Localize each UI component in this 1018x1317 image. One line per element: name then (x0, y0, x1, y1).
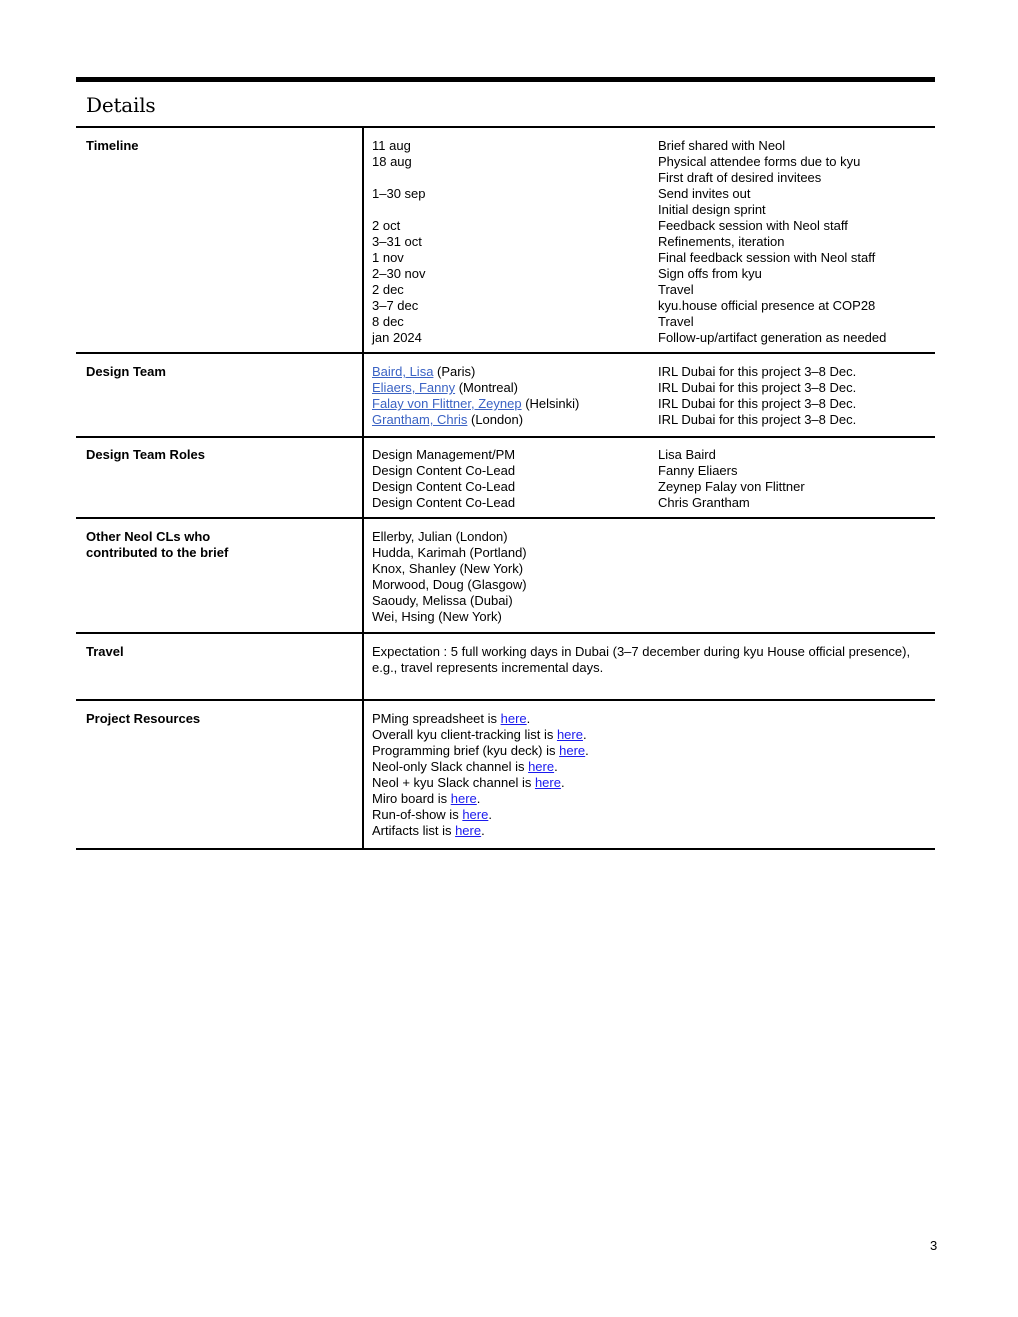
travel-expectation: Expectation : 5 full working days in Dubai (3–7 december during kyu House official presence), e.g., travel represents incremental days. (372, 644, 911, 675)
top-rule (76, 77, 935, 82)
timeline-date (372, 202, 652, 218)
contributor: Hudda, Karimah (Portland) (372, 545, 527, 560)
resource-link[interactable]: here (528, 759, 555, 774)
resource-suffix: . (526, 711, 531, 726)
resource-text: Neol-only Slack channel is (372, 759, 529, 774)
design-team-member (372, 396, 652, 412)
member-city: (Paris) (433, 364, 476, 379)
timeline-event: Travel (658, 282, 694, 297)
role-person: Zeynep Falay von Flittner (658, 479, 805, 494)
resource-suffix: . (560, 775, 565, 790)
resource-text: Neol + kyu Slack channel is (372, 775, 535, 790)
resource-suffix: . (481, 823, 485, 838)
timeline-event: Send invites out (658, 186, 751, 201)
row-label-travel: Travel (86, 644, 124, 659)
details-table (76, 126, 935, 850)
design-team-member (372, 380, 652, 396)
resource-link[interactable]: here (500, 711, 527, 726)
resource-suffix: . (554, 759, 558, 774)
resource-item (372, 727, 652, 743)
resource-link[interactable]: here (559, 743, 586, 758)
member-city: (Helsinki) (521, 396, 580, 411)
section-heading: Details (86, 93, 156, 117)
timeline-event: Initial design sprint (658, 202, 766, 217)
row-label-design-team-roles: Design Team Roles (86, 447, 205, 462)
timeline-event: Brief shared with Neol (658, 138, 786, 153)
timeline-event: Final feedback session with Neol staff (658, 250, 876, 265)
resource-item (372, 711, 652, 727)
resource-item (372, 759, 652, 775)
timeline-dates (372, 138, 652, 346)
role-name: Design Management/PM (372, 447, 516, 462)
contributor: Saoudy, Melissa (Dubai) (372, 593, 513, 608)
contributor: Morwood, Doug (Glasgow) (372, 577, 527, 592)
timeline-event: Sign offs from kyu (658, 266, 762, 281)
member-city: (London) (467, 412, 524, 427)
role-person: Fanny Eliaers (658, 463, 738, 478)
resource-suffix: . (488, 807, 492, 822)
row-design-team-roles (76, 438, 935, 519)
role-name: Design Content Co-Lead (372, 463, 516, 478)
timeline-event: Feedback session with Neol staff (658, 218, 848, 233)
resource-text: Overall kyu client-tracking list is (372, 727, 557, 742)
timeline-date: 18 aug (372, 154, 412, 169)
timeline-date: 8 dec (372, 314, 404, 329)
person-link[interactable]: Falay von Flittner, Zeynep (372, 396, 522, 411)
resource-text: Programming brief (kyu deck) is (372, 743, 560, 758)
member-note: IRL Dubai for this project 3–8 Dec. (658, 396, 857, 411)
role-person: Lisa Baird (658, 447, 716, 462)
row-other-cls (76, 519, 935, 634)
timeline-event: First draft of desired invitees (658, 170, 822, 185)
timeline-event: kyu.house official presence at COP28 (658, 298, 876, 313)
row-label-design-team: Design Team (86, 364, 166, 379)
resource-item (372, 791, 652, 807)
contributor: Wei, Hsing (New York) (372, 609, 502, 624)
timeline-date (372, 170, 652, 186)
timeline-date: 3–7 dec (372, 298, 419, 313)
design-team-members (372, 364, 652, 428)
role-person: Chris Grantham (658, 495, 750, 510)
resource-link[interactable]: here (455, 823, 482, 838)
member-note: IRL Dubai for this project 3–8 Dec. (658, 364, 857, 379)
resource-link[interactable]: here (450, 791, 477, 806)
person-link[interactable]: Baird, Lisa (372, 364, 434, 379)
resource-suffix: . (476, 791, 481, 806)
design-team-member (372, 412, 652, 428)
member-city: (Montreal) (455, 380, 518, 395)
design-team-member (372, 364, 652, 380)
role-name: Design Content Co-Lead (372, 495, 516, 510)
resource-item (372, 807, 652, 823)
timeline-events (658, 138, 933, 346)
timeline-date: jan 2024 (372, 330, 422, 345)
member-note: IRL Dubai for this project 3–8 Dec. (658, 380, 857, 395)
page-number: 3 (930, 1238, 938, 1253)
resource-text: PMing spreadsheet is (372, 711, 501, 726)
timeline-date: 1–30 sep (372, 186, 426, 201)
role-people (658, 447, 933, 511)
resource-link[interactable]: here (534, 775, 561, 790)
role-name: Design Content Co-Lead (372, 479, 516, 494)
design-team-notes (658, 364, 933, 428)
member-note: IRL Dubai for this project 3–8 Dec. (658, 412, 857, 427)
timeline-date: 1 nov (372, 250, 404, 265)
resource-link[interactable]: here (462, 807, 489, 822)
row-label-other-cls: Other Neol CLs who contributed to the brief (86, 529, 229, 560)
row-label-project-resources: Project Resources (86, 711, 201, 726)
resources-list (372, 711, 652, 839)
timeline-date: 2 dec (372, 282, 404, 297)
person-link[interactable]: Eliaers, Fanny (372, 380, 456, 395)
row-design-team (76, 354, 935, 438)
row-label-timeline: Timeline (86, 138, 139, 153)
resource-link[interactable]: here (556, 727, 583, 742)
timeline-event: Travel (658, 314, 694, 329)
resource-suffix: . (585, 743, 589, 758)
contributor: Knox, Shanley (New York) (372, 561, 524, 576)
design-roles (372, 447, 652, 511)
timeline-event: Physical attendee forms due to kyu (658, 154, 861, 169)
resource-text: Miro board is (372, 791, 451, 806)
resource-text: Run-of-show is (372, 807, 463, 822)
resource-item (372, 775, 652, 791)
row-timeline (76, 128, 935, 354)
person-link[interactable]: Grantham, Chris (372, 412, 468, 427)
contributor: Ellerby, Julian (London) (372, 529, 508, 544)
resource-suffix: . (582, 727, 587, 742)
timeline-date: 11 aug (372, 138, 411, 153)
travel-text (372, 644, 927, 676)
timeline-date: 2–30 nov (372, 266, 426, 281)
timeline-date: 2 oct (372, 218, 401, 233)
resource-item (372, 823, 652, 839)
row-project-resources (76, 701, 935, 850)
row-travel (76, 634, 935, 701)
timeline-date: 3–31 oct (372, 234, 422, 249)
timeline-event: Follow-up/artifact generation as needed (658, 330, 887, 345)
resource-item (372, 743, 652, 759)
other-cls-list (372, 529, 652, 625)
resource-text: Artifacts list is (372, 823, 456, 838)
timeline-event: Refinements, iteration (658, 234, 785, 249)
